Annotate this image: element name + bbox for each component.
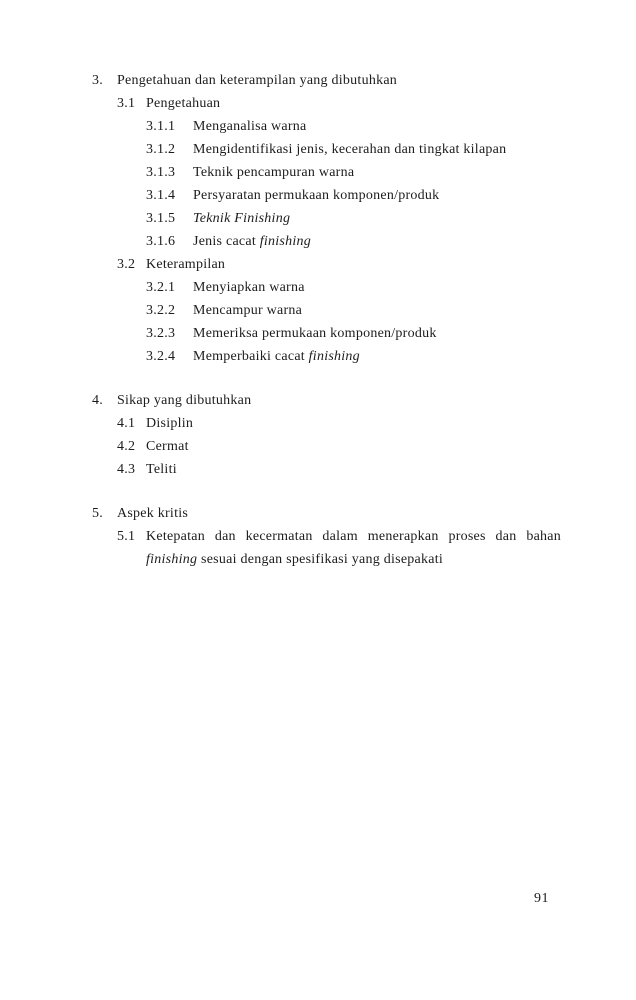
list-number: 5. [92,506,103,521]
item-row [146,345,582,368]
list-text [193,161,354,184]
list-text [146,92,561,115]
list-text [146,253,561,276]
text-run: Memeriksa permukaan komponen/produk [193,326,437,341]
list-number: 4.1 [117,416,136,431]
list-text [193,345,360,368]
text-run: Cermat [146,439,189,454]
italic-text-run: Teknik Finishing [193,211,291,226]
subsection-row [117,412,582,435]
text-run: Ketepatan dan kecermatan dalam menerapkan proses dan bahan [146,529,561,544]
text-run: Menganalisa warna [193,119,307,134]
list-number: 3.1.2 [146,142,176,157]
item-row [146,184,582,207]
item-row [146,138,582,161]
list-text [193,322,437,345]
list-number: 3.2 [117,257,136,272]
list-text [146,458,561,481]
text-run: Teliti [146,462,177,477]
list-number: 4.3 [117,462,136,477]
list-text [146,412,561,435]
list-text [193,276,305,299]
outline-list [92,69,582,571]
list-number: 3.1.6 [146,234,176,249]
section-row [92,502,582,525]
list-text [193,138,506,161]
list-number: 3.1.3 [146,165,176,180]
text-run: Pengetahuan [146,96,221,111]
list-number: 4. [92,393,103,408]
item-row [146,299,582,322]
subsection-row [117,92,582,115]
text-run: Aspek kritis [117,506,189,521]
subsection-row [117,525,582,571]
list-number: 4.2 [117,439,136,454]
item-row [146,322,582,345]
list-number: 3.1.5 [146,211,176,226]
list-text [193,207,290,230]
text-run: Pengetahuan dan keterampilan yang dibutuhkan [117,73,398,88]
list-text [193,184,439,207]
text-run: Disiplin [146,416,194,431]
list-number: 3.2.3 [146,326,176,341]
list-number: 3.2.4 [146,349,176,364]
list-text [117,389,251,412]
list-text [117,502,188,525]
list-number: 3.1.4 [146,188,176,203]
document-page [92,69,582,571]
text-run: Memperbaiki cacat [193,349,309,364]
italic-text-run: finishing [308,349,360,364]
list-text [146,435,561,458]
list-number: 3.1 [117,96,136,111]
section-row [92,389,582,412]
list-number: 3.2.1 [146,280,176,295]
list-number: 3.1.1 [146,119,176,134]
text-run: Mengidentifikasi jenis, kecerahan dan tingkat kilapan [193,142,507,157]
italic-text-run: finishing [146,552,198,567]
item-row [146,276,582,299]
section-row [92,69,582,92]
subsection-row [117,435,582,458]
list-number: 3.2.2 [146,303,176,318]
item-row [146,230,582,253]
text-run: Teknik pencampuran warna [193,165,355,180]
list-text [193,299,302,322]
list-text [146,525,561,571]
text-run: Keterampilan [146,257,226,272]
text-run: Persyaratan permukaan komponen/produk [193,188,440,203]
list-text [193,230,311,253]
text-run: sesuai dengan spesifikasi yang disepakati [197,552,443,567]
item-row [146,207,582,230]
list-text [193,115,306,138]
italic-text-run: finishing [259,234,312,249]
subsection-row [117,458,582,481]
page-number: 91 [534,891,549,906]
text-run: Mencampur warna [193,303,303,318]
text-run: Jenis cacat [193,234,260,249]
subsection-row [117,253,582,276]
item-row [146,161,582,184]
text-run: Menyiapkan warna [193,280,305,295]
list-number: 3. [92,73,103,88]
list-number: 5.1 [117,529,136,544]
text-run: Sikap yang dibutuhkan [117,393,252,408]
item-row [146,115,582,138]
list-text [117,69,397,92]
